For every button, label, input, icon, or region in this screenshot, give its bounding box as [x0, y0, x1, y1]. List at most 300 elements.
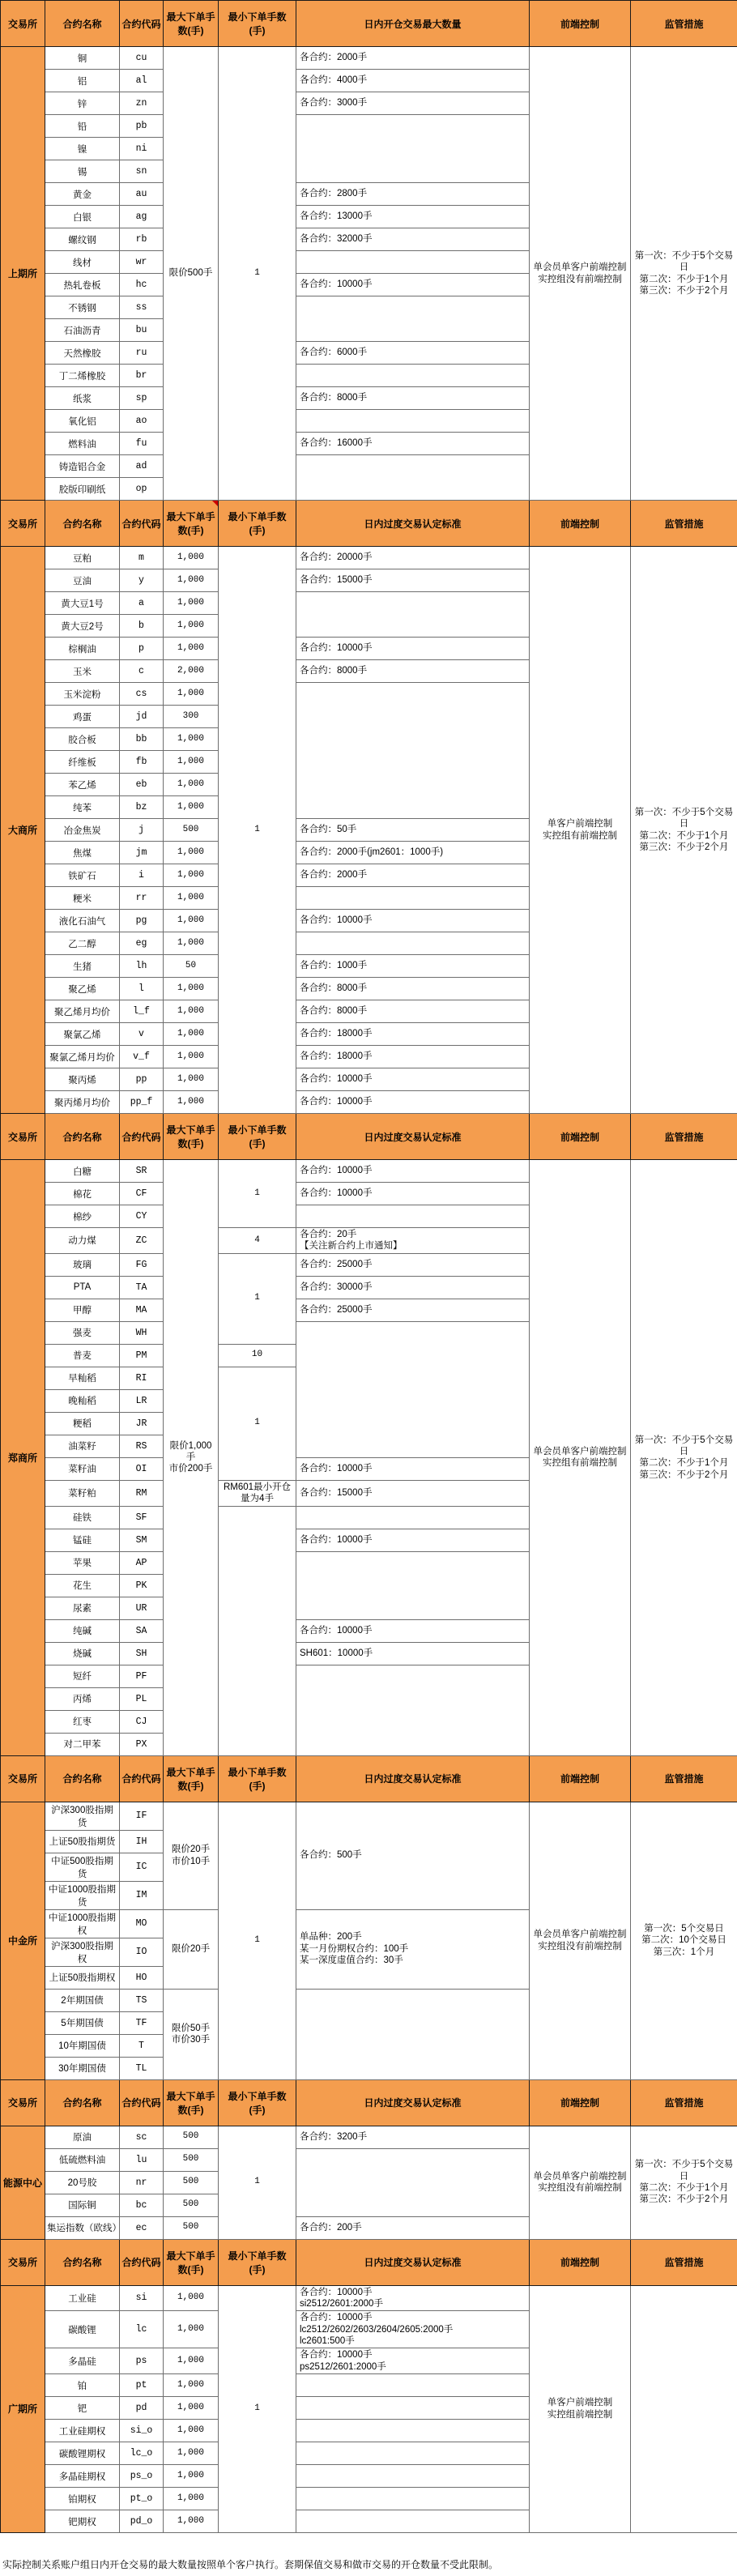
- contract-code-cell: a: [120, 592, 164, 615]
- contract-code-cell: bu: [120, 319, 164, 342]
- cell-line: 限价50手: [165, 2023, 216, 2034]
- contract-name-cell: 纤维板: [45, 751, 120, 774]
- contract-code-cell: op: [120, 478, 164, 501]
- max-order-cell: [164, 2216, 219, 2239]
- max-order-cell: [164, 1068, 219, 1091]
- contract-name-cell: 石油沥青: [45, 319, 120, 342]
- intraday-limit-cell: [296, 251, 530, 274]
- contract-code-cell: LR: [120, 1389, 164, 1412]
- contract-code-cell: fb: [120, 751, 164, 774]
- contract-code-cell: v_f: [120, 1046, 164, 1068]
- contract-code-cell: IF: [120, 1802, 164, 1830]
- contract-name-cell: 棉花: [45, 1183, 120, 1205]
- cell-line: 限价1,000手: [165, 1440, 216, 1464]
- cell-line: 单客户前端控制: [531, 818, 628, 830]
- intraday-limit-cell: [296, 842, 530, 864]
- contract-code-cell: RS: [120, 1435, 164, 1457]
- contract-code-cell: pt: [120, 2374, 164, 2397]
- contract-name-cell: 氧化铝: [45, 410, 120, 433]
- contract-code-cell: i: [120, 864, 164, 887]
- column-header-supervision: 监管措施: [631, 2079, 737, 2126]
- contract-name-cell: 2年期国债: [45, 1989, 120, 2011]
- contract-code-cell: pb: [120, 115, 164, 138]
- section-header-row: [1, 1755, 737, 1802]
- contract-name-cell: 上证50股指期货: [45, 1830, 120, 1853]
- contract-code-cell: rr: [120, 887, 164, 910]
- intraday-limit-cell: [296, 2311, 530, 2348]
- contract-name-cell: 胶版印刷纸: [45, 478, 120, 501]
- contract-name-cell: 丁二烯橡胶: [45, 365, 120, 387]
- contract-code-cell: ZC: [120, 1228, 164, 1254]
- cell-line: 第三次：不少于2个月: [633, 285, 735, 296]
- contract-name-cell: 对二甲苯: [45, 1733, 120, 1755]
- contract-code-cell: ec: [120, 2216, 164, 2239]
- cell-line: 第二次：不少于1个月: [633, 1457, 735, 1469]
- cell-line: 单会员单客户前端控制: [531, 1446, 628, 1457]
- contract-code-cell: wr: [120, 251, 164, 274]
- cell-line: 1,000: [165, 915, 216, 927]
- cell-line: 各合约：3000手: [300, 97, 526, 109]
- contract-name-cell: 棉纱: [45, 1205, 120, 1228]
- min-order-cell: [219, 1344, 296, 1367]
- contract-name-cell: 焦煤: [45, 842, 120, 864]
- contract-name-cell: 铝: [45, 70, 120, 92]
- contract-name-cell: 黄金: [45, 183, 120, 206]
- cell-line: 各合约：1000手: [300, 960, 526, 971]
- intraday-limit-cell: [296, 2374, 530, 2397]
- exchange-cell: 广期所: [1, 2285, 45, 2533]
- contract-code-cell: RM: [120, 1480, 164, 1506]
- cell-line: 第三次：不少于2个月: [633, 842, 735, 853]
- cell-line: 各合约：10000手: [300, 1073, 526, 1085]
- contract-name-cell: 聚丙烯月均价: [45, 1091, 120, 1114]
- contract-code-cell: sc: [120, 2126, 164, 2148]
- max-order-cell: [164, 1046, 219, 1068]
- footnote: 实际控制关系账户组日内开仓交易的最大数量按照单个客户执行。套期保值交易和做市交易的开仓数量不受此限制。: [0, 2533, 737, 2576]
- intraday-limit-cell: [296, 2148, 530, 2216]
- contract-code-cell: cs: [120, 683, 164, 706]
- contract-code-cell: jm: [120, 842, 164, 864]
- cell-line: 4: [220, 1235, 294, 1247]
- cell-line: 各合约：3200手: [300, 2131, 526, 2143]
- intraday-limit-cell: [296, 1551, 530, 1619]
- contract-name-cell: 国际铜: [45, 2194, 120, 2216]
- contract-name-cell: 铂: [45, 2374, 120, 2397]
- cell-line: 各合约：2800手: [300, 188, 526, 199]
- column-header-supervision: 监管措施: [631, 2239, 737, 2285]
- intraday-limit-cell: [296, 1000, 530, 1023]
- contract-name-cell: 工业硅: [45, 2285, 120, 2311]
- cell-line: 单会员单客户前端控制: [531, 1929, 628, 1940]
- column-header-contract-name: 合约名称: [45, 1114, 120, 1160]
- column-header-intraday-limit: 日内过度交易认定标准: [296, 2079, 530, 2126]
- section-header-row: [1, 2239, 737, 2285]
- contract-code-cell: FG: [120, 1253, 164, 1276]
- contract-name-cell: 黄大豆2号: [45, 615, 120, 638]
- supervision-cell: [631, 1802, 737, 2079]
- cell-line: 各合约：8000手: [300, 392, 526, 403]
- max-order-cell: [164, 2311, 219, 2348]
- cell-line: 各合约：10000手: [300, 2349, 526, 2361]
- column-header-min-order: 最小下单手数(手): [219, 2079, 296, 2126]
- contract-code-cell: pd: [120, 2397, 164, 2420]
- cell-line: 各合约：16000手: [300, 437, 526, 449]
- contract-code-cell: lc: [120, 2311, 164, 2348]
- contract-name-cell: 乙二醇: [45, 932, 120, 955]
- cell-line: 各合约：10000手: [300, 642, 526, 654]
- cell-line: 第二次：不少于1个月: [633, 274, 735, 285]
- intraday-limit-cell: [296, 1480, 530, 1506]
- min-order-cell: [219, 2126, 296, 2239]
- contract-code-cell: PF: [120, 1665, 164, 1687]
- column-header-supervision: 监管措施: [631, 1, 737, 47]
- max-order-cell: [164, 978, 219, 1000]
- contract-code-cell: v: [120, 1023, 164, 1046]
- max-order-cell: [164, 751, 219, 774]
- cell-line: 1,000: [165, 621, 216, 632]
- contract-name-cell: 中证1000股指期权: [45, 1909, 120, 1938]
- contract-code-cell: bb: [120, 728, 164, 751]
- contract-code-cell: pt_o: [120, 2488, 164, 2510]
- cell-line: 限价500手: [165, 267, 216, 279]
- cell-line: 1,000: [165, 2292, 216, 2304]
- contract-name-cell: 铅: [45, 115, 120, 138]
- contract-code-cell: SR: [120, 1160, 164, 1183]
- contract-code-cell: al: [120, 70, 164, 92]
- intraday-limit-cell: [296, 2216, 530, 2239]
- contract-name-cell: 聚乙烯月均价: [45, 1000, 120, 1023]
- column-header-contract-code: 合约代码: [120, 501, 164, 547]
- cell-line: 某一月份期权合约：100手: [300, 1943, 526, 1955]
- intraday-limit-cell: [296, 1091, 530, 1114]
- cell-line: 各合约：15000手: [300, 1487, 526, 1499]
- intraday-limit-cell: [296, 887, 530, 910]
- intraday-limit-cell: [296, 455, 530, 501]
- supervision-cell: [631, 2126, 737, 2239]
- contract-code-cell: b: [120, 615, 164, 638]
- contract-name-cell: 油菜籽: [45, 1435, 120, 1457]
- cell-line: 第一次：5个交易日: [633, 1923, 735, 1934]
- cell-line: 各合约：10000手: [300, 2287, 526, 2298]
- cell-line: 单客户前端控制: [531, 2397, 628, 2408]
- cell-line: 各合约：18000手: [300, 1028, 526, 1039]
- contract-code-cell: pd_o: [120, 2510, 164, 2533]
- front-control-cell: [530, 547, 631, 1114]
- cell-line: 1,000: [165, 1029, 216, 1040]
- max-order-cell: [164, 728, 219, 751]
- cell-line: 1,000: [165, 2448, 216, 2459]
- contract-code-cell: au: [120, 183, 164, 206]
- contract-name-cell: 硅铁: [45, 1506, 120, 1529]
- min-order-cell: [219, 1506, 296, 1755]
- intraday-limit-cell: [296, 1989, 530, 2079]
- contract-name-cell: 铁矿石: [45, 864, 120, 887]
- min-order-cell: [219, 47, 296, 501]
- max-order-cell: [164, 1802, 219, 1909]
- cell-line: lc2601:500手: [300, 2335, 526, 2347]
- column-header-exchange: 交易所: [1, 501, 45, 547]
- contract-code-cell: CJ: [120, 1710, 164, 1733]
- max-order-cell: [164, 819, 219, 842]
- cell-line: 1,000: [165, 2380, 216, 2391]
- column-header-front-control: 前端控制: [530, 501, 631, 547]
- intraday-limit-cell: [296, 1299, 530, 1321]
- cell-line: 1,000: [165, 2516, 216, 2527]
- contract-name-cell: PTA: [45, 1276, 120, 1299]
- contract-name-cell: 工业硅期权: [45, 2420, 120, 2442]
- cell-line: 500: [165, 2222, 216, 2233]
- cell-line: 1,000: [165, 1074, 216, 1085]
- cell-line: 实控组前端控制: [531, 2409, 628, 2420]
- contract-code-cell: cu: [120, 47, 164, 70]
- cell-line: 1,000: [165, 802, 216, 813]
- contract-code-cell: j: [120, 819, 164, 842]
- contract-name-cell: 线材: [45, 251, 120, 274]
- cell-line: 各合约：30000手: [300, 1282, 526, 1293]
- exchange-cell: 郑商所: [1, 1160, 45, 1756]
- contract-name-cell: 20号胶: [45, 2171, 120, 2194]
- intraday-limit-cell: [296, 2285, 530, 2311]
- contract-code-cell: lu: [120, 2148, 164, 2171]
- cell-line: 各合约：10000手: [300, 1463, 526, 1474]
- cell-line: 各合约：4000手: [300, 75, 526, 86]
- column-header-front-control: 前端控制: [530, 1114, 631, 1160]
- contract-code-cell: IM: [120, 1881, 164, 1909]
- column-header-min-order: 最小下单手数(手): [219, 2239, 296, 2285]
- contract-code-cell: OI: [120, 1457, 164, 1480]
- column-header-front-control: 前端控制: [530, 2239, 631, 2285]
- column-header-max-order: 最大下单手数(手): [164, 1, 219, 47]
- max-order-cell: [164, 638, 219, 660]
- supervision-cell: [631, 47, 737, 501]
- section-header-row: [1, 1, 737, 47]
- contract-code-cell: ru: [120, 342, 164, 365]
- max-order-cell: [164, 2348, 219, 2374]
- contract-name-cell: 苹果: [45, 1551, 120, 1574]
- intraday-limit-cell: [296, 2465, 530, 2488]
- contract-name-cell: 花生: [45, 1574, 120, 1597]
- section-header-row: [1, 1114, 737, 1160]
- front-control-cell: [530, 1160, 631, 1756]
- contract-name-cell: 中证500股指期货: [45, 1853, 120, 1881]
- max-order-cell: [164, 2374, 219, 2397]
- contract-code-cell: ag: [120, 206, 164, 228]
- cell-line: 1: [220, 2403, 294, 2415]
- cell-line: 1,000: [165, 2493, 216, 2505]
- cell-line: 500: [165, 2154, 216, 2165]
- contract-code-cell: y: [120, 569, 164, 592]
- max-order-cell: [164, 2397, 219, 2420]
- cell-line: 市价30手: [165, 2034, 216, 2045]
- intraday-limit-cell: [296, 1253, 530, 1276]
- front-control-cell: [530, 47, 631, 501]
- cell-line: 各合约：8000手: [300, 1005, 526, 1017]
- column-header-intraday-limit: 日内过度交易认定标准: [296, 2239, 530, 2285]
- cell-line: 各合约：10000手: [300, 1096, 526, 1107]
- supervision-cell: [631, 2285, 737, 2533]
- cell-line: 实控组没有前端控制: [531, 274, 628, 285]
- intraday-limit-cell: [296, 660, 530, 683]
- cell-line: 实控组没有前端控制: [531, 1941, 628, 1952]
- intraday-limit-cell: [296, 2488, 530, 2510]
- contract-name-cell: 纸浆: [45, 387, 120, 410]
- cell-line: 1,000: [165, 1051, 216, 1063]
- min-order-cell: [219, 2285, 296, 2533]
- cell-line: 单会员单客户前端控制: [531, 262, 628, 273]
- max-order-cell: [164, 1989, 219, 2079]
- max-order-cell: [164, 2194, 219, 2216]
- contract-name-cell: 不锈钢: [45, 296, 120, 319]
- intraday-limit-cell: [296, 978, 530, 1000]
- cell-line: si2512/2601:2000手: [300, 2298, 526, 2309]
- intraday-limit-cell: [296, 638, 530, 660]
- contract-code-cell: UR: [120, 1597, 164, 1619]
- contract-code-cell: pg: [120, 910, 164, 932]
- contract-name-cell: 早籼稻: [45, 1367, 120, 1389]
- intraday-limit-cell: [296, 2348, 530, 2374]
- intraday-limit-cell: [296, 1046, 530, 1068]
- contract-name-cell: 碳酸锂期权: [45, 2442, 120, 2465]
- column-header-contract-code: 合约代码: [120, 1755, 164, 1802]
- contract-name-cell: 锰硅: [45, 1529, 120, 1551]
- intraday-limit-cell: [296, 1228, 530, 1254]
- intraday-limit-cell: [296, 47, 530, 70]
- contract-name-cell: 原油: [45, 2126, 120, 2148]
- cell-line: 各合约：50手: [300, 824, 526, 835]
- column-header-max-order: 最大下单手数(手): [164, 1755, 219, 1802]
- cell-line: 1,000: [165, 983, 216, 995]
- min-order-cell: [219, 547, 296, 1114]
- column-header-min-order: 最小下单手数(手): [219, 501, 296, 547]
- cell-line: 限价20手: [165, 1943, 216, 1955]
- intraday-limit-cell: [296, 70, 530, 92]
- cell-line: 50: [165, 961, 216, 972]
- contract-name-cell: 菜籽粕: [45, 1480, 120, 1506]
- contract-code-cell: ao: [120, 410, 164, 433]
- column-header-contract-code: 合约代码: [120, 1, 164, 47]
- max-order-cell: [164, 1160, 219, 1756]
- contract-code-cell: hc: [120, 274, 164, 296]
- intraday-limit-cell: [296, 2442, 530, 2465]
- contract-code-cell: MO: [120, 1909, 164, 1938]
- cell-line: RM601最小开仓量为4手: [220, 1482, 294, 1505]
- intraday-limit-cell: [296, 387, 530, 410]
- cell-line: 各合约：8000手: [300, 983, 526, 994]
- max-order-cell: [164, 2285, 219, 2311]
- cell-line: 1: [220, 1293, 294, 1304]
- contract-code-cell: nr: [120, 2171, 164, 2194]
- contract-code-cell: MA: [120, 1299, 164, 1321]
- intraday-limit-cell: [296, 1160, 530, 1183]
- column-header-min-order: 最小下单手数(手): [219, 1, 296, 47]
- contract-name-cell: 聚氯乙烯月均价: [45, 1046, 120, 1068]
- intraday-limit-cell: [296, 342, 530, 365]
- contract-code-cell: PX: [120, 1733, 164, 1755]
- column-header-front-control: 前端控制: [530, 1755, 631, 1802]
- intraday-limit-cell: [296, 1321, 530, 1457]
- contract-name-cell: 粳稻: [45, 1412, 120, 1435]
- cell-line: 1: [220, 268, 294, 279]
- contract-name-cell: 聚氯乙烯: [45, 1023, 120, 1046]
- cell-line: 第二次：不少于1个月: [633, 2182, 735, 2194]
- max-order-cell: [164, 706, 219, 728]
- exchange-cell: 大商所: [1, 547, 45, 1114]
- cell-line: 第三次：不少于2个月: [633, 2194, 735, 2205]
- contract-code-cell: T: [120, 2034, 164, 2057]
- cell-line: 各合约：13000手: [300, 211, 526, 222]
- contract-name-cell: 钯期权: [45, 2510, 120, 2533]
- cell-line: 1,000: [165, 779, 216, 791]
- cell-line: 各合约：10000手: [300, 1165, 526, 1176]
- intraday-limit-cell: [296, 2420, 530, 2442]
- intraday-limit-cell: [296, 115, 530, 183]
- intraday-limit-cell: [296, 910, 530, 932]
- min-order-cell: [219, 1228, 296, 1254]
- intraday-limit-cell: [296, 864, 530, 887]
- cell-line: 1,000: [165, 689, 216, 700]
- contract-name-cell: 丙烯: [45, 1687, 120, 1710]
- cell-line: 各合约：25000手: [300, 1259, 526, 1270]
- cell-line: 实控组有前端控制: [531, 1457, 628, 1469]
- contract-name-cell: 30年期国债: [45, 2057, 120, 2079]
- cell-line: 第一次：不少于5个交易日: [633, 2159, 735, 2182]
- section-header-row: [1, 2079, 737, 2126]
- max-order-cell: [164, 683, 219, 706]
- contract-code-cell: l_f: [120, 1000, 164, 1023]
- contract-name-cell: 5年期国债: [45, 2011, 120, 2034]
- contract-name-cell: 生猪: [45, 955, 120, 978]
- max-order-cell: [164, 660, 219, 683]
- cell-line: 第三次：不少于2个月: [633, 1469, 735, 1481]
- contract-code-cell: jd: [120, 706, 164, 728]
- contract-name-cell: 低硫燃料油: [45, 2148, 120, 2171]
- cell-line: 单会员单客户前端控制: [531, 2171, 628, 2182]
- max-order-cell: [164, 887, 219, 910]
- max-order-cell: [164, 1091, 219, 1114]
- intraday-limit-cell: [296, 296, 530, 342]
- cell-line: 1,000: [165, 2471, 216, 2482]
- contract-name-cell: 上证50股指期权: [45, 1966, 120, 1989]
- contract-code-cell: PM: [120, 1344, 164, 1367]
- contract-code-cell: bc: [120, 2194, 164, 2216]
- contract-code-cell: TA: [120, 1276, 164, 1299]
- contract-name-cell: 白银: [45, 206, 120, 228]
- contract-code-cell: RI: [120, 1367, 164, 1389]
- cell-line: 1,000: [165, 1006, 216, 1017]
- cell-line: ps2512/2601:2000手: [300, 2361, 526, 2373]
- cell-line: 各合约：10000手: [300, 915, 526, 926]
- exchange-cell: 上期所: [1, 47, 45, 501]
- intraday-limit-cell: [296, 932, 530, 955]
- contract-code-cell: SA: [120, 1619, 164, 1642]
- column-header-supervision: 监管措施: [631, 501, 737, 547]
- max-order-cell: [164, 2126, 219, 2148]
- contract-name-cell: 玉米淀粉: [45, 683, 120, 706]
- cell-line: 1,000: [165, 893, 216, 904]
- cell-line: 10: [220, 1350, 294, 1361]
- column-header-intraday-limit: 日内过度交易认定标准: [296, 1755, 530, 1802]
- cell-line: 市价200手: [165, 1463, 216, 1474]
- intraday-limit-cell: [296, 1909, 530, 1989]
- cell-line: 500: [165, 2199, 216, 2211]
- column-header-min-order: 最小下单手数(手): [219, 1755, 296, 1802]
- column-header-supervision: 监管措施: [631, 1114, 737, 1160]
- contract-code-cell: CY: [120, 1205, 164, 1228]
- contract-code-cell: IO: [120, 1938, 164, 1966]
- column-header-contract-name: 合约名称: [45, 1, 120, 47]
- intraday-limit-cell: [296, 569, 530, 592]
- max-order-cell: [164, 1023, 219, 1046]
